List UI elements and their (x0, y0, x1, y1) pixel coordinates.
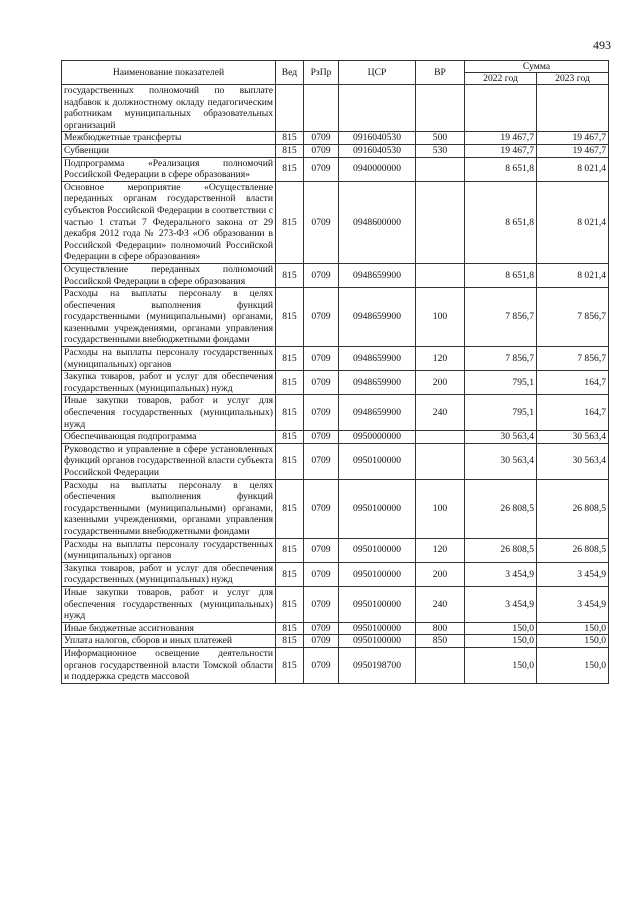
cell-rzpr: 0709 (304, 347, 339, 371)
cell-rzpr: 0709 (304, 635, 339, 648)
cell-csr: 0916040530 (339, 132, 416, 145)
table-row (62, 443, 609, 479)
cell-sum-2023: 30 563,4 (537, 431, 609, 444)
cell-name: Закупка товаров, работ и услуг для обеспечения государственных (муниципальных) нужд (62, 562, 276, 586)
cell-ved: 815 (276, 538, 304, 562)
cell-vr: 200 (416, 371, 465, 395)
cell-name: Уплата налогов, сборов и иных платежей (62, 635, 276, 648)
cell-rzpr: 0709 (304, 431, 339, 444)
cell-sum-2022: 8 651,8 (465, 157, 537, 181)
cell-ved: 815 (276, 479, 304, 538)
cell-vr: 120 (416, 347, 465, 371)
cell-sum-2022: 3 454,9 (465, 562, 537, 586)
header-csr: ЦСР (339, 61, 416, 85)
cell-name: Иные бюджетные ассигнования (62, 622, 276, 635)
cell-vr (416, 647, 465, 683)
cell-name: Осуществление переданных полномочий Российской Федерации в сфере образования (62, 263, 276, 287)
cell-vr: 240 (416, 586, 465, 622)
cell-vr: 800 (416, 622, 465, 635)
cell-sum-2022: 19 467,7 (465, 132, 537, 145)
cell-sum-2022: 26 808,5 (465, 538, 537, 562)
cell-name: Подпрограмма «Реализация полномочий Российской Федерации в сфере образования» (62, 157, 276, 181)
cell-csr: 0950198700 (339, 647, 416, 683)
cell-sum-2022: 7 856,7 (465, 347, 537, 371)
cell-sum-2023: 150,0 (537, 647, 609, 683)
cell-vr (416, 157, 465, 181)
cell-ved: 815 (276, 622, 304, 635)
cell-rzpr: 0709 (304, 157, 339, 181)
cell-csr (339, 85, 416, 132)
cell-sum-2022: 26 808,5 (465, 479, 537, 538)
table-row (62, 562, 609, 586)
cell-sum-2022: 30 563,4 (465, 443, 537, 479)
cell-ved: 815 (276, 647, 304, 683)
cell-sum-2023: 8 021,4 (537, 181, 609, 263)
cell-ved: 815 (276, 562, 304, 586)
table-row (62, 622, 609, 635)
header-sum: Сумма (465, 61, 609, 73)
cell-sum-2022: 150,0 (465, 622, 537, 635)
header-year-2022: 2022 год (465, 73, 537, 85)
table-row (62, 586, 609, 622)
cell-sum-2023: 26 808,5 (537, 538, 609, 562)
cell-name: Информационное освещение деятельности органов государственной власти Томской области и поддержка средств массовой (62, 647, 276, 683)
cell-name: Обеспечивающая подпрограмма (62, 431, 276, 444)
cell-sum-2022: 150,0 (465, 635, 537, 648)
cell-ved: 815 (276, 443, 304, 479)
header-ved: Вед (276, 61, 304, 85)
table-row (62, 263, 609, 287)
cell-sum-2022: 795,1 (465, 371, 537, 395)
cell-ved: 815 (276, 132, 304, 145)
cell-vr: 240 (416, 395, 465, 431)
table-row (62, 347, 609, 371)
cell-vr (416, 431, 465, 444)
cell-csr: 0950100000 (339, 562, 416, 586)
cell-sum-2023: 30 563,4 (537, 443, 609, 479)
cell-sum-2022: 150,0 (465, 647, 537, 683)
cell-sum-2023: 8 021,4 (537, 263, 609, 287)
cell-name: Основное мероприятие «Осуществление переданных органам государственной власти субъектов Российской Федерации в соответствии с частью 1 статьи 7 Федерального закона от 29 декабря 2012 года № 273-ФЗ «Об образовании в Российской Федерации» полномочий Российской Федерации в сфере образования» (62, 181, 276, 263)
cell-sum-2023: 19 467,7 (537, 132, 609, 145)
table-row (62, 395, 609, 431)
cell-vr: 100 (416, 288, 465, 347)
table-row (62, 431, 609, 444)
cell-sum-2022: 3 454,9 (465, 586, 537, 622)
cell-sum-2022: 19 467,7 (465, 144, 537, 157)
cell-csr: 0950100000 (339, 479, 416, 538)
cell-sum-2023 (537, 85, 609, 132)
header-name: Наименование показателей (62, 61, 276, 85)
cell-rzpr: 0709 (304, 562, 339, 586)
cell-rzpr: 0709 (304, 288, 339, 347)
cell-rzpr: 0709 (304, 479, 339, 538)
table-row (62, 647, 609, 683)
cell-csr: 0950000000 (339, 431, 416, 444)
cell-sum-2023: 150,0 (537, 622, 609, 635)
cell-csr: 0948659900 (339, 347, 416, 371)
table-row (62, 132, 609, 145)
cell-sum-2023: 7 856,7 (537, 347, 609, 371)
cell-rzpr: 0709 (304, 622, 339, 635)
cell-name: государственных полномочий по выплате надбавок к должностному окладу педагогическим работникам муниципальных образовательных организаций (62, 85, 276, 132)
cell-rzpr: 0709 (304, 181, 339, 263)
cell-name: Расходы на выплаты персоналу государственных (муниципальных) органов (62, 347, 276, 371)
cell-sum-2023: 7 856,7 (537, 288, 609, 347)
header-year-2023: 2023 год (537, 73, 609, 85)
cell-sum-2023: 26 808,5 (537, 479, 609, 538)
cell-name: Субвенции (62, 144, 276, 157)
table-row (62, 538, 609, 562)
cell-csr: 0916040530 (339, 144, 416, 157)
cell-rzpr: 0709 (304, 443, 339, 479)
cell-ved: 815 (276, 371, 304, 395)
cell-csr: 0948659900 (339, 263, 416, 287)
cell-rzpr: 0709 (304, 395, 339, 431)
header-rzpr: РзПр (304, 61, 339, 85)
cell-name: Расходы на выплаты персоналу государственных (муниципальных) органов (62, 538, 276, 562)
cell-ved: 815 (276, 263, 304, 287)
table-row (62, 144, 609, 157)
cell-sum-2022: 7 856,7 (465, 288, 537, 347)
cell-ved: 815 (276, 144, 304, 157)
cell-name: Иные закупки товаров, работ и услуг для обеспечения государственных (муниципальных) нужд (62, 395, 276, 431)
budget-table (61, 60, 609, 684)
cell-name: Расходы на выплаты персоналу в целях обеспечения выполнения функций государственными (муниципальными) органами, казенными учреждениями, органами управления государственными внебюджетными фондами (62, 288, 276, 347)
table-row (62, 479, 609, 538)
cell-name: Межбюджетные трансферты (62, 132, 276, 145)
cell-name: Расходы на выплаты персоналу в целях обеспечения выполнения функций государственными (муниципальными) органами, казенными учреждениями, органами управления государственными внебюджетными фондами (62, 479, 276, 538)
table-body (62, 85, 609, 684)
cell-name: Руководство и управление в сфере установленных функций органов государственной власти субъекта Российской Федерации (62, 443, 276, 479)
page-number: 493 (593, 38, 611, 52)
table-row (62, 371, 609, 395)
cell-csr: 0950100000 (339, 622, 416, 635)
cell-vr (416, 443, 465, 479)
header-vr: ВР (416, 61, 465, 85)
table-row (62, 288, 609, 347)
table-row (62, 181, 609, 263)
cell-name: Закупка товаров, работ и услуг для обеспечения государственных (муниципальных) нужд (62, 371, 276, 395)
cell-vr (416, 263, 465, 287)
cell-rzpr: 0709 (304, 144, 339, 157)
cell-vr: 200 (416, 562, 465, 586)
cell-ved: 815 (276, 181, 304, 263)
cell-csr: 0948600000 (339, 181, 416, 263)
cell-sum-2022: 8 651,8 (465, 181, 537, 263)
cell-csr: 0948659900 (339, 395, 416, 431)
cell-vr: 850 (416, 635, 465, 648)
cell-csr: 0948659900 (339, 288, 416, 347)
cell-rzpr: 0709 (304, 647, 339, 683)
cell-vr: 120 (416, 538, 465, 562)
cell-sum-2022 (465, 85, 537, 132)
cell-sum-2022: 795,1 (465, 395, 537, 431)
table-row (62, 157, 609, 181)
cell-rzpr: 0709 (304, 538, 339, 562)
cell-vr (416, 85, 465, 132)
table-row (62, 635, 609, 648)
cell-vr (416, 181, 465, 263)
table-row (62, 85, 609, 132)
cell-rzpr: 0709 (304, 263, 339, 287)
cell-sum-2023: 164,7 (537, 395, 609, 431)
cell-csr: 0940000000 (339, 157, 416, 181)
cell-rzpr: 0709 (304, 371, 339, 395)
cell-ved: 815 (276, 157, 304, 181)
cell-ved: 815 (276, 288, 304, 347)
cell-vr: 500 (416, 132, 465, 145)
cell-ved: 815 (276, 395, 304, 431)
cell-rzpr (304, 85, 339, 132)
cell-csr: 0950100000 (339, 586, 416, 622)
cell-ved: 815 (276, 431, 304, 444)
cell-csr: 0950100000 (339, 538, 416, 562)
cell-sum-2022: 8 651,8 (465, 263, 537, 287)
cell-sum-2023: 8 021,4 (537, 157, 609, 181)
cell-ved: 815 (276, 347, 304, 371)
cell-sum-2023: 3 454,9 (537, 586, 609, 622)
cell-ved (276, 85, 304, 132)
cell-sum-2023: 19 467,7 (537, 144, 609, 157)
cell-ved: 815 (276, 635, 304, 648)
cell-csr: 0948659900 (339, 371, 416, 395)
cell-sum-2023: 3 454,9 (537, 562, 609, 586)
cell-rzpr: 0709 (304, 132, 339, 145)
cell-vr: 100 (416, 479, 465, 538)
cell-rzpr: 0709 (304, 586, 339, 622)
cell-sum-2023: 150,0 (537, 635, 609, 648)
cell-csr: 0950100000 (339, 635, 416, 648)
cell-sum-2022: 30 563,4 (465, 431, 537, 444)
cell-csr: 0950100000 (339, 443, 416, 479)
cell-name: Иные закупки товаров, работ и услуг для обеспечения государственных (муниципальных) нужд (62, 586, 276, 622)
cell-sum-2023: 164,7 (537, 371, 609, 395)
cell-ved: 815 (276, 586, 304, 622)
cell-vr: 530 (416, 144, 465, 157)
